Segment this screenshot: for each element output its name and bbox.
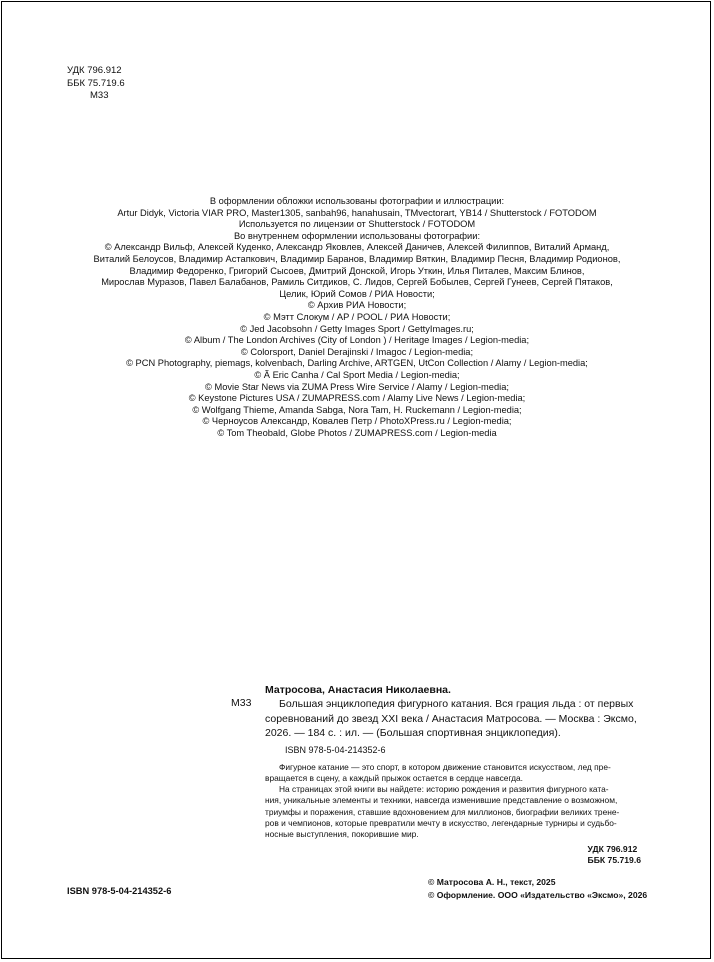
catalog-isbn: ISBN 978-5-04-214352-6: [285, 744, 386, 755]
copyright-text: © Матросова А. Н., текст, 2025: [428, 877, 556, 887]
credit-line: Владимир Федоренко, Григорий Сысоев, Дмитрий Донской, Игорь Уткин, Илья Питалев, Максим Блинов,: [129, 265, 585, 276]
catalog-udk: УДК 796.912: [587, 843, 638, 854]
credit-line: Мирослав Муразов, Павел Балабанов, Рамиль Ситдиков, С. Лидов, Сергей Бобылев, Сергей Гунеев, Сергей Пятаков,: [101, 277, 613, 288]
author-mark: М33: [90, 90, 109, 101]
catalog-author-mark: М33: [231, 697, 252, 709]
annotation-line: ния, уникальные элементы и техники, навсегда изменившие представление о возможном,: [265, 795, 618, 806]
isbn-bottom: ISBN 978-5-04-214352-6: [67, 886, 172, 896]
credit-line: © Мэтт Слокум / AP / POOL / РИА Новости;: [263, 311, 451, 322]
credit-line: © Черноусов Александр, Ковалев Петр / PhotoXPress.ru / Legion-media;: [202, 416, 512, 427]
biblio-line: соревнований до звезд XXI века / Анастасия Матросова. — Москва : Эксмо,: [265, 712, 637, 725]
catalog-author: Матросова, Анастасия Николаевна.: [265, 684, 451, 696]
annotation-line: На страницах этой книги вы найдете: историю рождения и развития фигурного ката-: [279, 784, 609, 795]
annotation-line: ров и чемпионов, которые превратили мечту в искусство, легендарные турниры и судьбо-: [265, 817, 617, 828]
top-classification-codes: [67, 65, 125, 103]
credit-line: © Jed Jacobsohn / Getty Images Sport / GettyImages.ru;: [240, 323, 474, 334]
credit-line: © Ã Eric Canha / Cal Sport Media / Legion-media;: [254, 369, 460, 380]
annotation-line: Фигурное катание — это спорт, в котором движение становится искусством, лед пре-: [279, 761, 611, 772]
credit-line: © Tom Theobald, Globe Photos / ZUMAPRESS.com / Legion-media: [217, 427, 497, 438]
annotation-line: триумфы и поражения, ставшие вдохновением для миллионов, биографии великих трене-: [265, 806, 620, 817]
credit-line: В оформлении обложки использованы фотографии и иллюстрации:: [209, 196, 505, 206]
credit-line: © Wolfgang Thieme, Amanda Sabga, Nora Tam, H. Ruckemann / Legion-media;: [192, 404, 522, 415]
credit-line: © Александр Вильф, Алексей Куденко, Александр Яковлев, Алексей Даничев, Алексей Филиппов, Виталий Арманд,: [104, 242, 610, 253]
catalog-bbk: ББК 75.719.6: [587, 854, 641, 865]
bbk-code: ББК 75.719.6: [67, 77, 125, 89]
udk-code: УДК 796.912: [67, 65, 122, 76]
credit-line: Используется по лицензии от Shutterstock / FOTODOM: [238, 219, 476, 230]
copyright-block: [428, 876, 647, 901]
credit-line: © PCN Photography, piemags, kolvenbach, Darling Archive, ARTGEN, UtCon Collection / Alamy / Legion-media;: [126, 358, 588, 369]
credit-line: Виталий Белоусов, Владимир Астапкович, Владимир Баранов, Владимир Вяткин, Владимир Песня, Владимир Родионов,: [93, 253, 621, 264]
photo-credits: [60, 196, 654, 439]
bibliographic-description: [265, 697, 661, 741]
credit-line: Во внутреннем оформлении использованы фотографии:: [233, 230, 481, 241]
biblio-line: Большая энциклопедия фигурного катания. Вся грация льда : от первых: [279, 698, 634, 710]
annotation-line: вращается в сцену, а каждый прыжок остается в сердце навсегда.: [265, 772, 524, 783]
credit-line: © Movie Star News via ZUMA Press Wire Service / Alamy / Legion-media;: [205, 381, 509, 392]
catalog-card-body: [265, 683, 661, 866]
catalog-codes: [265, 844, 661, 866]
credit-line: © Album / The London Archives (City of London ) / Heritage Images / Legion-media;: [184, 335, 530, 346]
credit-line: © Архив РИА Новости;: [307, 300, 407, 311]
credit-line: © Keystone Pictures USA / ZUMAPRESS.com / Alamy Live News / Legion-media;: [188, 393, 526, 404]
annotation: [265, 762, 661, 841]
copyright-design: © Оформление. ООО «Издательство «Эксмо», 2026: [428, 889, 648, 900]
credit-line: Artur Didyk, Victoria VIAR PRO, Master1305, sanbah96, hanahusain, TMvectorart, YB14 / Shutterstock / FOTODOM: [117, 207, 597, 218]
credit-line: Целик, Юрий Сомов / РИА Новости;: [279, 288, 435, 299]
annotation-line: носные выступления, покорившие мир.: [265, 829, 419, 840]
biblio-line: 2026. — 184 с. : ил. — (Большая спортивная энциклопедия).: [265, 727, 561, 739]
credit-line: © Colorsport, Daniel Derajinski / Imagoc / Legion-media;: [240, 346, 474, 357]
